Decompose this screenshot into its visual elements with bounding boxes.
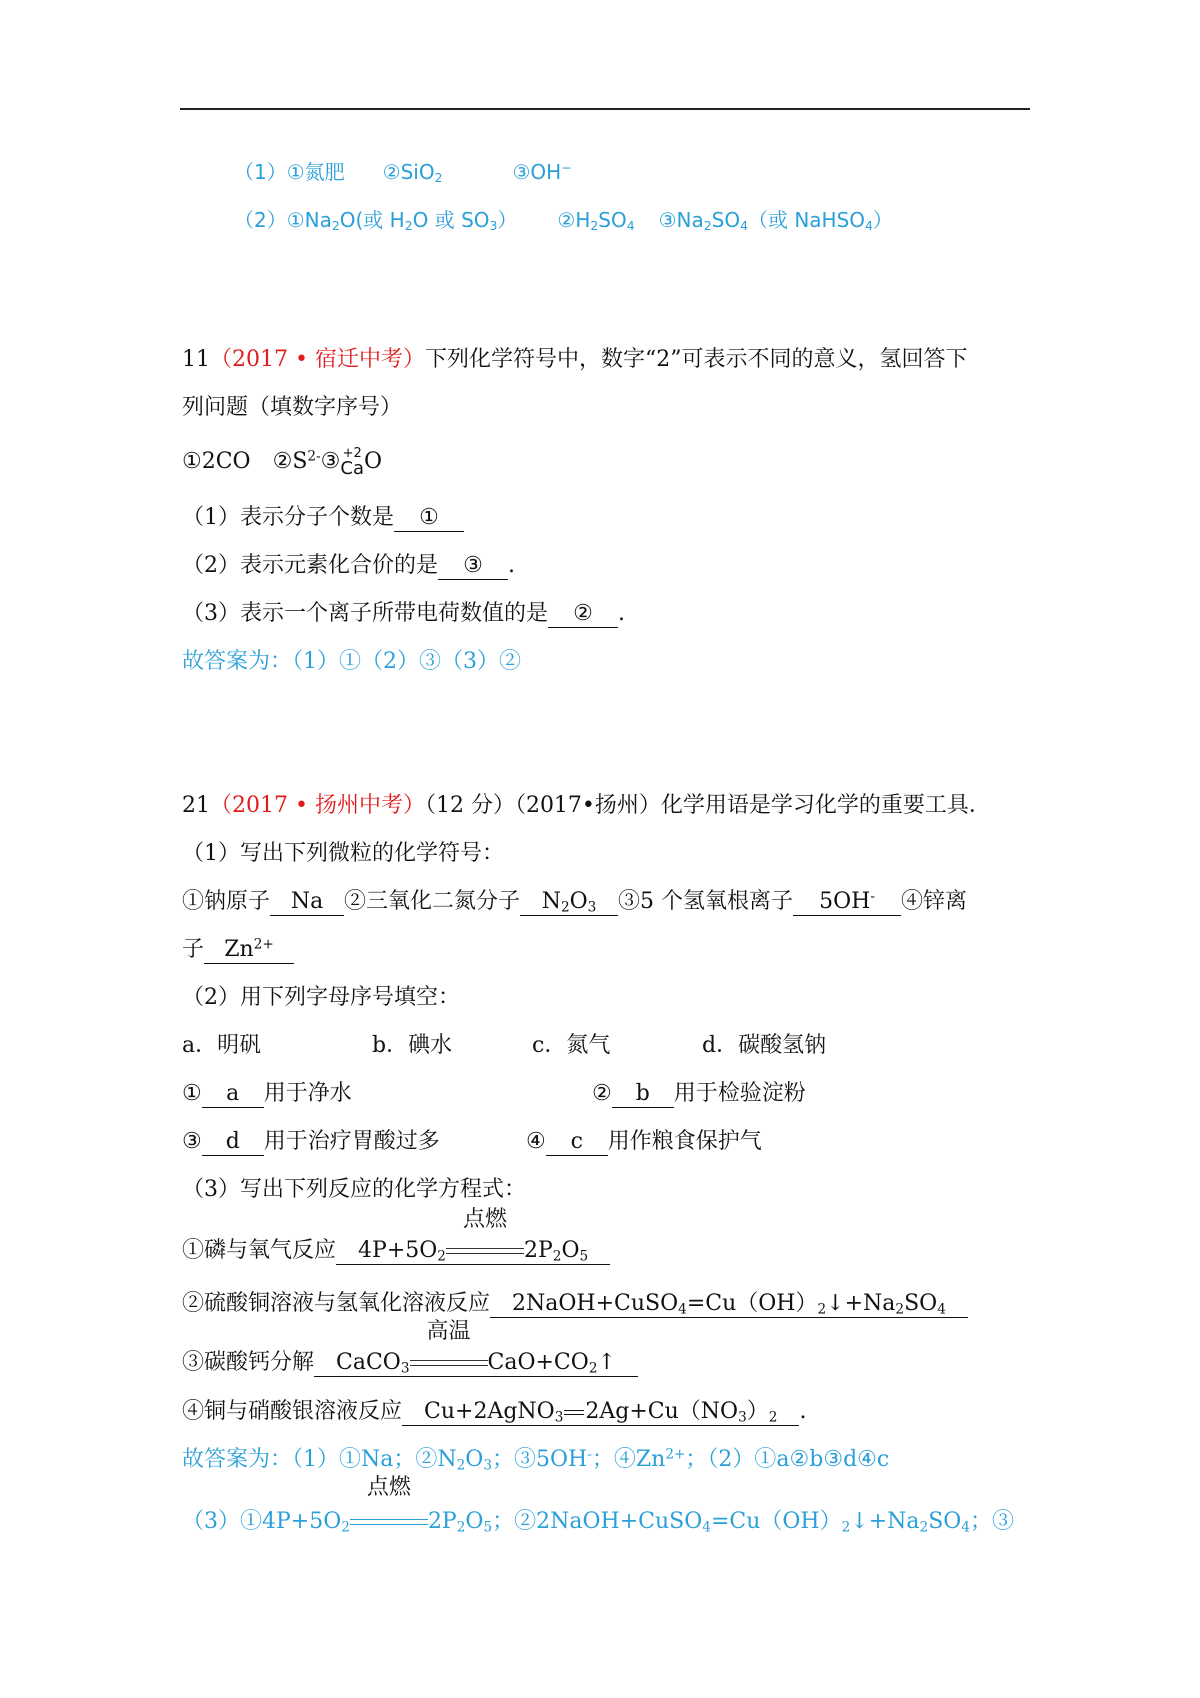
reaction-condition: 点燃 [446, 1232, 524, 1264]
q11-stem-line-1: 11（2017 • 宿迁中考）下列化学符号中，数字“2”可表示不同的意义，氢回答下 [182, 347, 968, 372]
answer-blank: $2NaOH+CuSO_4=Cu(OH)_2↓+Na_2SO_4$ [490, 1291, 968, 1318]
q11-item-1: （1）表示分子个数是 ① [182, 502, 464, 534]
q11-item-2: （2）表示元素化合价的是 ③ . [182, 553, 515, 578]
answer-blank: ③ [438, 553, 508, 580]
q21-solution-line-1: 故答案为：（1）①Na；$②N_2O_3$；③5OH-；$④Zn^{2+}$；（2）①a②b③d④c [182, 1446, 890, 1474]
q21-part2-row-1: ① a 用于净水 ② b 用于检验淀粉 [182, 1081, 806, 1106]
q21-eq-3: ③碳酸钙分解 CaCO$_3$ 高温 $CaO+CO_2↑$ [182, 1344, 638, 1379]
q21-part1-title: （1）写出下列微粒的化学符号： [182, 841, 504, 866]
q11-item-3: （3）表示一个离子所带电荷数值的是 ② . [182, 601, 625, 626]
answer-blank: $4P+5O_2$ 点燃 $2P_2O_5$ [336, 1232, 610, 1265]
answer-blank: ① [394, 505, 464, 532]
q11-stem-line-2: 列问题（填数字序号） [182, 395, 403, 420]
q21-eq-4: ④铜与硝酸银溶液反应 Cu+2AgNO$_3$ $2Ag+Cu(NO_3)_2$ . [182, 1399, 807, 1426]
q21-part1-line-1: ①钠原子 Na ②三氧化二氮分子 $N_2O_3$ ③5 个氢氧根离子 5OH- ④锌离 [182, 888, 968, 916]
q21-eq-2: ②硫酸铜溶液与氢氧化溶液反应 $2NaOH+CuSO_4=Cu(OH)_2↓+Na_2SO_4$ [182, 1288, 968, 1320]
answer-blank: $Zn^{2+}$ [204, 937, 294, 964]
prev-answer-line-2: $(2)①Na_2O$(或 $H_2O$ 或 $SO_3$） $②H_2SO_4$ $③Na_2SO_4$（或 NaHSO$_4$） [234, 208, 893, 234]
answer-blank: CaCO$_3$ 高温 $CaO+CO_2↑$ [314, 1344, 638, 1377]
q21-solution-line-2: $(3)①4P+5O_2$ 点燃 $2P_2O_5$；$②2NaOH+CuSO_4=Cu(OH)_2↓+Na_2SO_4$；③ [182, 1500, 1014, 1538]
answer-blank: ② [548, 601, 618, 628]
q11-symbols: ①2CO $②S^{2-}③$ +2 Ca O [182, 445, 383, 479]
reaction-condition: 点燃 [350, 1500, 428, 1538]
q21-part3-title: （3）写出下列反应的化学方程式： [182, 1177, 526, 1202]
answer-blank: Na [270, 889, 344, 916]
valence-symbol: +2 Ca [340, 445, 365, 479]
reaction-condition: 高温 [410, 1344, 488, 1376]
q21-eq-1: ①磷与氧气反应 $4P+5O_2$ 点燃 $2P_2O_5$ [182, 1232, 610, 1267]
q21-source: （2017 • 扬州中考） [210, 793, 425, 818]
q21-part2-options: a．明矾 b．碘水 c．氮气 d．碳酸氢钠 [182, 1033, 827, 1058]
answer-blank: Cu+2AgNO$_3$ $2Ag+Cu(NO_3)_2$ [402, 1399, 799, 1426]
equals-sign [564, 1410, 584, 1415]
answer-blank: a [202, 1081, 264, 1108]
q11-solution: 故答案为：（1）①（2）③（3）② [182, 649, 521, 674]
q21-part1-line-2: 子 $Zn^{2+}$ [182, 934, 294, 966]
q21-number: 21 [182, 793, 210, 818]
q21-stem: 21（2017 • 扬州中考）（12 分）（2017•扬州）化学用语是学习化学的重要工具． [182, 793, 991, 818]
answer-blank: $N_2O_3$ [520, 889, 618, 916]
header-rule [180, 108, 1030, 110]
answer-blank: b [612, 1081, 674, 1108]
q11-number: 11 [182, 347, 210, 372]
answer-blank: 5OH- [793, 889, 901, 916]
q11-source: （2017 • 宿迁中考） [210, 347, 425, 372]
q21-part2-title: （2）用下列字母序号填空： [182, 985, 460, 1010]
q21-part2-row-2: ③ d 用于治疗胃酸过多 ④ c 用作粮食保护气 [182, 1129, 762, 1154]
prev-answer-line-1: （1）①氮肥 ②SiO$_2$ ③OH− [234, 160, 572, 186]
answer-blank: d [202, 1129, 264, 1156]
answer-blank: c [546, 1129, 608, 1156]
